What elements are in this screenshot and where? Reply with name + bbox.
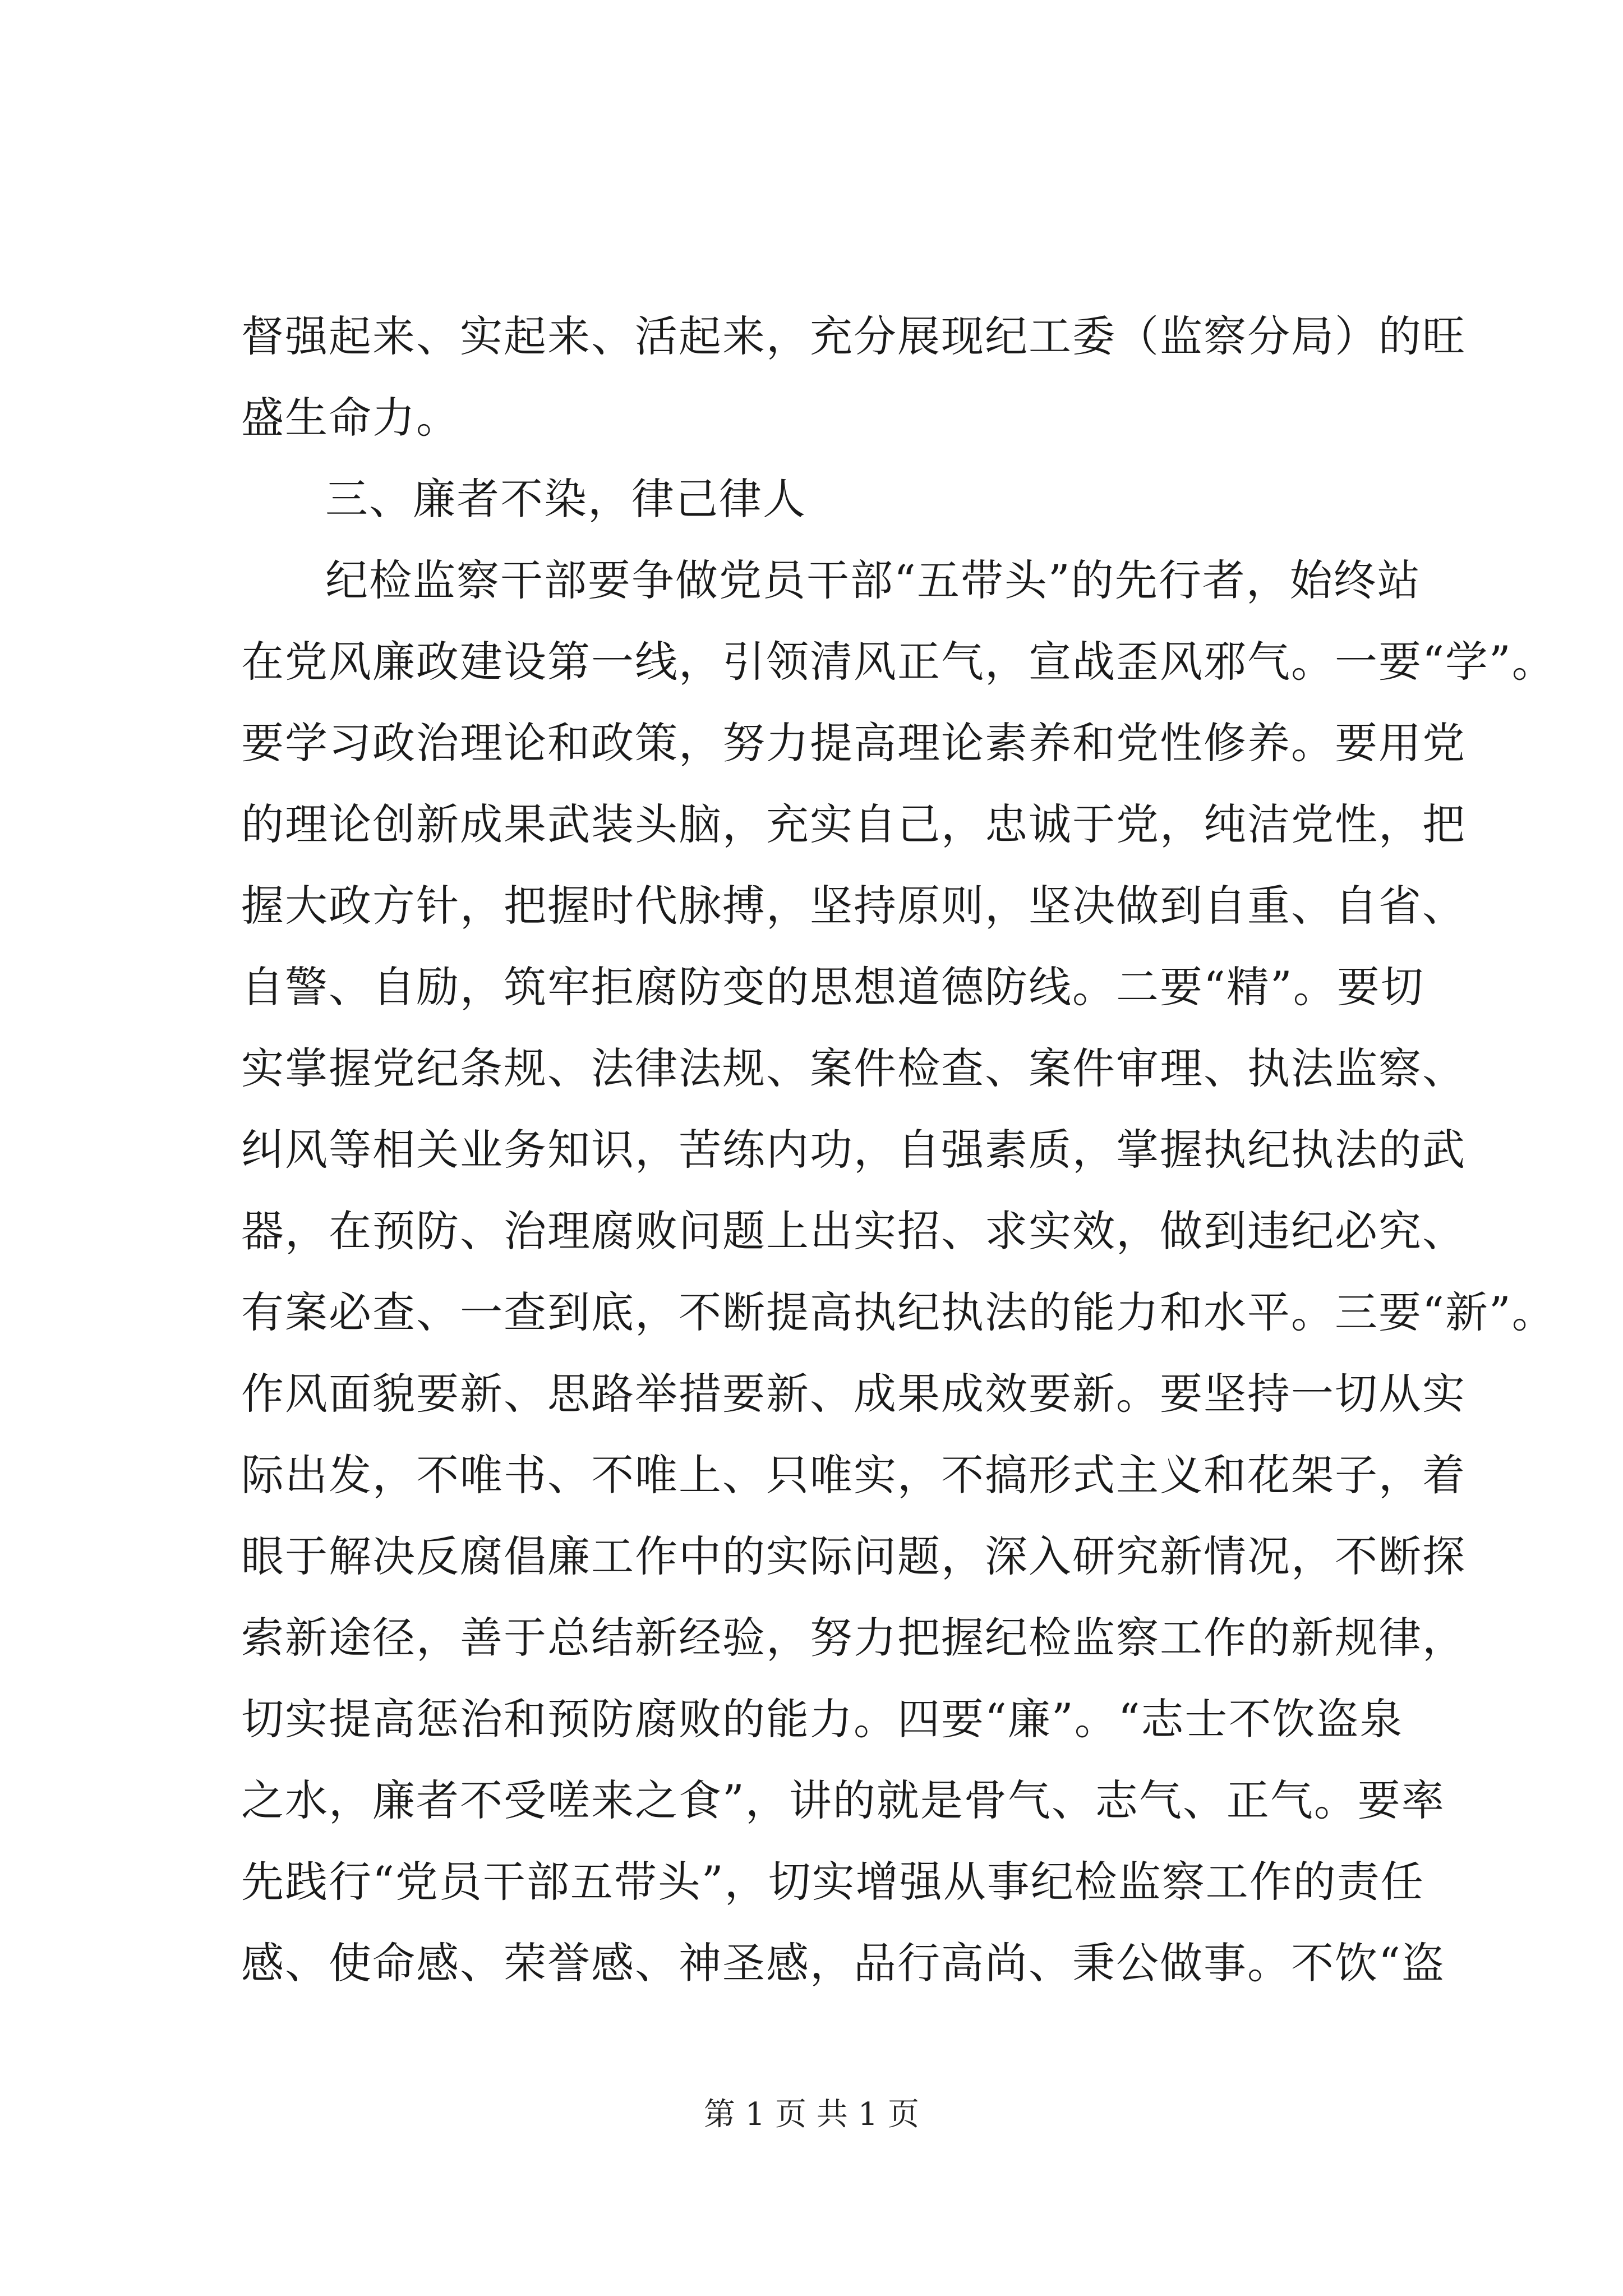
text-line: 有案必查、一查到底，不断提高执纪执法的能力和水平。三要“新”。 xyxy=(241,1287,1556,1337)
section-heading: 三、廉者不染，律己律人 xyxy=(325,474,806,524)
text-line: 眼于解决反腐倡廉工作中的实际问题，深入研究新情况，不断探 xyxy=(241,1531,1466,1581)
page-footer: 第 1 页 共 1 页 xyxy=(703,2096,920,2133)
text-line: 要学习政治理论和政策，努力提高理论素养和党性修养。要用党 xyxy=(241,718,1466,768)
text-line: 在党风廉政建设第一线，引领清风正气，宣战歪风邪气。一要“学”。 xyxy=(241,637,1556,687)
text-line: 督强起来、实起来、活起来，充分展现纪工委（监察分局）的旺 xyxy=(241,311,1466,361)
text-line: 自警、自励，筑牢拒腐防变的思想道德防线。二要“精”。要切 xyxy=(241,962,1424,1012)
text-line: 握大政方针，把握时代脉搏，坚持原则，坚决做到自重、自省、 xyxy=(241,881,1466,931)
text-line: 的理论创新成果武装头脑，充实自己，忠诚于党，纯洁党性，把 xyxy=(241,799,1466,849)
text-line: 纠风等相关业务知识，苦练内功，自强素质，掌握执纪执法的武 xyxy=(241,1125,1466,1175)
text-line: 索新途径，善于总结新经验，努力把握纪检监察工作的新规律， xyxy=(241,1613,1466,1663)
text-line: 先践行“党员干部五带头”，切实增强从事纪检监察工作的责任 xyxy=(241,1857,1424,1907)
text-line: 器，在预防、治理腐败问题上出实招、求实效，做到违纪必究、 xyxy=(241,1206,1466,1256)
text-line: 纪检监察干部要争做党员干部“五带头”的先行者，始终站 xyxy=(325,555,1421,605)
text-line: 之水，廉者不受嗟来之食”，讲的就是骨气、志气、正气。要率 xyxy=(241,1775,1445,1825)
text-line: 切实提高惩治和预防腐败的能力。四要“廉”。“志士不饮盗泉 xyxy=(241,1694,1404,1744)
text-line: 实掌握党纪条规、法律法规、案件检查、案件审理、执法监察、 xyxy=(241,1043,1466,1093)
text-line: 际出发，不唯书、不唯上、只唯实，不搞形式主义和花架子，着 xyxy=(241,1450,1466,1500)
text-line: 作风面貌要新、思路举措要新、成果成效要新。要坚持一切从实 xyxy=(241,1369,1466,1419)
text-line: 盛生命力。 xyxy=(241,393,460,443)
text-line: 感、使命感、荣誉感、神圣感，品行高尚、秉公做事。不饮“盗 xyxy=(241,1938,1445,1988)
